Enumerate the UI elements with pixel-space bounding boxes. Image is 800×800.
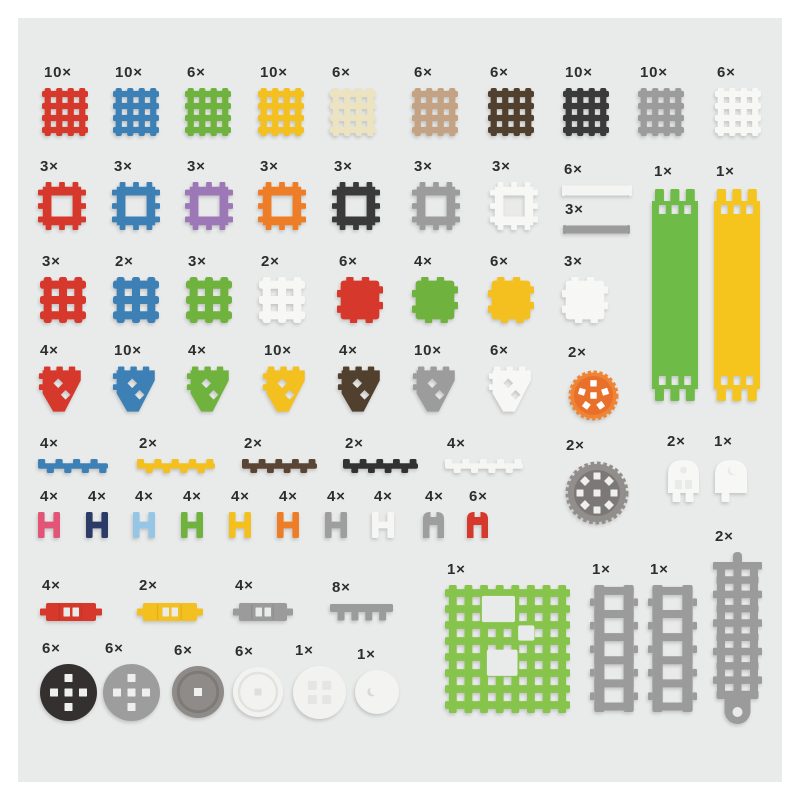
frame-red-icon — [38, 182, 86, 230]
piece-h-yellow — [229, 512, 251, 538]
gear-gray-icon — [564, 461, 630, 525]
piece-wedge-yellow — [262, 366, 308, 414]
dome-one-leg-icon — [712, 457, 749, 507]
piece-wheel-gray — [103, 664, 160, 721]
piece-strip-long-green — [652, 187, 698, 403]
qty-label-wedge-green: 4× — [188, 342, 207, 359]
piece-dome-one-leg — [712, 457, 749, 507]
wheel-black-icon — [40, 664, 97, 721]
qty-label-connector-yellow: 2× — [139, 577, 158, 594]
piece-connector-gray — [233, 601, 293, 623]
frame-blue-icon — [112, 182, 160, 230]
strip-yellow-icon — [137, 459, 215, 473]
wheel-orange-icon — [566, 368, 621, 423]
piece-waffle-brown — [488, 88, 534, 136]
waffle-tan-icon — [412, 88, 458, 136]
piece-h-orange — [277, 512, 299, 538]
piece-waffle-cream — [330, 88, 376, 136]
piece-h-navy — [86, 512, 108, 538]
h-pink-icon — [38, 512, 60, 538]
qty-label-strip-brown: 2× — [244, 435, 263, 452]
piece-wedge-white — [488, 366, 534, 414]
qty-label-wedge-red: 4× — [40, 342, 59, 359]
strip-white-icon — [445, 459, 523, 473]
qty-label-baseplate-green: 1× — [447, 561, 466, 578]
piece-tile-green — [412, 277, 458, 323]
qty-label-frame-black: 3× — [334, 158, 353, 175]
qty-label-hub-white: 6× — [235, 643, 254, 660]
qty-label-connector-gray: 4× — [235, 577, 254, 594]
piece-frame-gray — [412, 182, 460, 230]
wedge-green-icon — [186, 366, 232, 414]
piece-waffle-tan — [412, 88, 458, 136]
h-navy-icon — [86, 512, 108, 538]
piece-waffle-small-red — [40, 277, 86, 323]
waffle-yellow-icon — [258, 88, 304, 136]
qty-label-strip-black: 2× — [345, 435, 364, 452]
qty-label-gear-gray: 2× — [566, 437, 585, 454]
piece-waffle-red — [42, 88, 88, 136]
qty-label-h-gray: 4× — [327, 488, 346, 505]
piece-ladder-track-1 — [590, 585, 638, 712]
h-orange-icon — [277, 512, 299, 538]
qty-label-comb-gray: 8× — [332, 579, 351, 596]
piece-wedge-green — [186, 366, 232, 414]
qty-label-waffle-red: 10× — [44, 64, 72, 81]
piece-waffle-blue — [113, 88, 159, 136]
piece-waffle-gray — [638, 88, 684, 136]
qty-label-tile-white: 3× — [564, 253, 583, 270]
connector-gray-icon — [233, 601, 293, 623]
qty-label-waffle-yellow: 10× — [260, 64, 288, 81]
tile-yellow-icon — [488, 277, 534, 323]
piece-h-lightblue — [133, 512, 155, 538]
wedge-gray-icon — [412, 366, 458, 414]
qty-label-wheel-orange: 2× — [568, 344, 587, 361]
qty-label-strip-long-green: 1× — [654, 163, 673, 180]
wheel-white-mark-icon — [355, 670, 399, 714]
qty-label-dome-one-leg: 1× — [714, 433, 733, 450]
piece-waffle-small-blue — [113, 277, 159, 323]
qty-label-rod-gray: 3× — [565, 201, 584, 218]
qty-label-waffle-black: 10× — [565, 64, 593, 81]
hub-white-icon — [233, 667, 283, 717]
piece-frame-black — [332, 182, 380, 230]
frame-purple-icon — [185, 182, 233, 230]
rod-gray-icon — [563, 225, 630, 234]
qty-label-strip-long-yellow: 1× — [716, 163, 735, 180]
qty-label-hub-dark: 6× — [174, 642, 193, 659]
piece-arch-gray — [423, 512, 444, 538]
strip-black-icon — [343, 459, 418, 473]
qty-label-frame-orange: 3× — [260, 158, 279, 175]
qty-label-strip-yellow: 2× — [139, 435, 158, 452]
waffle-small-white-icon — [259, 277, 305, 323]
qty-label-wedge-gray: 10× — [414, 342, 442, 359]
qty-label-waffle-cream: 6× — [332, 64, 351, 81]
wedge-yellow-icon — [262, 366, 308, 414]
piece-ladder-track-2 — [648, 585, 697, 712]
wedge-blue-icon — [112, 366, 158, 414]
qty-label-tile-green: 4× — [414, 253, 433, 270]
frame-gray-icon — [412, 182, 460, 230]
waffle-small-blue-icon — [113, 277, 159, 323]
baseplate-green-icon — [445, 585, 570, 713]
qty-label-waffle-small-green: 3× — [188, 253, 207, 270]
piece-dome-two-leg — [665, 457, 701, 507]
waffle-green-icon — [185, 88, 231, 136]
ladder-track-2-icon — [648, 585, 697, 712]
qty-label-wheel-gray: 6× — [105, 640, 124, 657]
piece-waffle-yellow — [258, 88, 304, 136]
strip-blue-icon — [38, 459, 108, 473]
qty-label-frame-white: 3× — [492, 158, 511, 175]
h-white-icon — [372, 512, 394, 538]
ladder-track-1-icon — [590, 585, 638, 712]
piece-strip-black — [343, 459, 418, 473]
piece-waffle-black — [563, 88, 609, 136]
rod-white-icon — [562, 185, 632, 196]
qty-label-h-white: 4× — [374, 488, 393, 505]
waffle-blue-icon — [113, 88, 159, 136]
piece-wheel-orange — [566, 368, 621, 423]
frame-black-icon — [332, 182, 380, 230]
piece-h-pink — [38, 512, 60, 538]
qty-label-h-green: 4× — [183, 488, 202, 505]
qty-label-waffle-small-white: 2× — [261, 253, 280, 270]
piece-frame-blue — [112, 182, 160, 230]
piece-strip-white — [445, 459, 523, 473]
qty-label-frame-gray: 3× — [414, 158, 433, 175]
piece-h-white — [372, 512, 394, 538]
qty-label-wheel-black: 6× — [42, 640, 61, 657]
comb-gray-icon — [330, 603, 393, 621]
qty-label-connector-red: 4× — [42, 577, 61, 594]
connector-yellow-icon — [137, 601, 203, 623]
qty-label-wedge-brown: 4× — [339, 342, 358, 359]
piece-wedge-blue — [112, 366, 158, 414]
piece-strip-long-yellow — [714, 187, 760, 403]
piece-waffle-green — [185, 88, 231, 136]
wedge-red-icon — [38, 366, 84, 414]
piece-wedge-gray — [412, 366, 458, 414]
tile-red-icon — [337, 277, 383, 323]
qty-label-frame-purple: 3× — [187, 158, 206, 175]
piece-arch-red — [467, 512, 488, 538]
arch-red-icon — [467, 512, 488, 538]
h-yellow-icon — [229, 512, 251, 538]
piece-frame-white — [490, 182, 538, 230]
dome-two-leg-icon — [665, 457, 701, 507]
piece-track-long — [713, 552, 762, 730]
piece-strip-brown — [242, 459, 317, 473]
waffle-gray-icon — [638, 88, 684, 136]
piece-wheel-white-squares — [293, 666, 346, 719]
waffle-cream-icon — [330, 88, 376, 136]
h-lightblue-icon — [133, 512, 155, 538]
piece-comb-gray — [330, 603, 393, 621]
frame-orange-icon — [258, 182, 306, 230]
waffle-small-green-icon — [186, 277, 232, 323]
piece-strip-yellow — [137, 459, 215, 473]
h-green-icon — [181, 512, 203, 538]
qty-label-waffle-green: 6× — [187, 64, 206, 81]
piece-hub-white — [233, 667, 283, 717]
piece-waffle-small-white — [259, 277, 305, 323]
h-gray-icon — [325, 512, 347, 538]
wedge-white-icon — [488, 366, 534, 414]
qty-label-wedge-blue: 10× — [114, 342, 142, 359]
qty-label-dome-two-leg: 2× — [667, 433, 686, 450]
waffle-black-icon — [563, 88, 609, 136]
connector-red-icon — [40, 601, 102, 623]
qty-label-h-navy: 4× — [88, 488, 107, 505]
piece-rod-white — [562, 185, 632, 196]
piece-waffle-small-green — [186, 277, 232, 323]
qty-label-h-pink: 4× — [40, 488, 59, 505]
qty-label-h-lightblue: 4× — [135, 488, 154, 505]
waffle-brown-icon — [488, 88, 534, 136]
qty-label-h-yellow: 4× — [231, 488, 250, 505]
piece-waffle-white — [715, 88, 761, 136]
qty-label-waffle-gray: 10× — [640, 64, 668, 81]
piece-frame-orange — [258, 182, 306, 230]
piece-wheel-black — [40, 664, 97, 721]
piece-tile-white — [562, 277, 608, 323]
piece-tile-red — [337, 277, 383, 323]
qty-label-tile-red: 6× — [339, 253, 358, 270]
strip-brown-icon — [242, 459, 317, 473]
qty-label-waffle-small-red: 3× — [42, 253, 61, 270]
piece-baseplate-green — [445, 585, 570, 713]
qty-label-wedge-yellow: 10× — [264, 342, 292, 359]
piece-wedge-brown — [337, 366, 383, 414]
qty-label-waffle-tan: 6× — [414, 64, 433, 81]
wheel-white-squares-icon — [293, 666, 346, 719]
tile-white-icon — [562, 277, 608, 323]
qty-label-waffle-blue: 10× — [115, 64, 143, 81]
qty-label-tile-yellow: 6× — [490, 253, 509, 270]
tile-green-icon — [412, 277, 458, 323]
piece-frame-purple — [185, 182, 233, 230]
piece-h-green — [181, 512, 203, 538]
piece-hub-dark — [172, 666, 224, 718]
waffle-small-red-icon — [40, 277, 86, 323]
qty-label-wheel-white-squares: 1× — [295, 642, 314, 659]
qty-label-waffle-small-blue: 2× — [115, 253, 134, 270]
track-long-icon — [713, 552, 762, 730]
piece-gear-gray — [564, 461, 630, 525]
piece-connector-yellow — [137, 601, 203, 623]
strip-long-green-icon — [652, 187, 698, 403]
strip-long-yellow-icon — [714, 187, 760, 403]
qty-label-wheel-white-mark: 1× — [357, 646, 376, 663]
piece-connector-red — [40, 601, 102, 623]
qty-label-track-long: 2× — [715, 528, 734, 545]
qty-label-strip-blue: 4× — [40, 435, 59, 452]
wheel-gray-icon — [103, 664, 160, 721]
piece-frame-red — [38, 182, 86, 230]
piece-wedge-red — [38, 366, 84, 414]
qty-label-wedge-white: 6× — [490, 342, 509, 359]
frame-white-icon — [490, 182, 538, 230]
qty-label-rod-white: 6× — [564, 161, 583, 178]
waffle-red-icon — [42, 88, 88, 136]
arch-gray-icon — [423, 512, 444, 538]
qty-label-strip-white: 4× — [447, 435, 466, 452]
qty-label-h-orange: 4× — [279, 488, 298, 505]
hub-dark-icon — [172, 666, 224, 718]
qty-label-waffle-white: 6× — [717, 64, 736, 81]
qty-label-arch-gray: 4× — [425, 488, 444, 505]
wedge-brown-icon — [337, 366, 383, 414]
waffle-white-icon — [715, 88, 761, 136]
qty-label-frame-red: 3× — [40, 158, 59, 175]
qty-label-frame-blue: 3× — [114, 158, 133, 175]
piece-wheel-white-mark — [355, 670, 399, 714]
piece-tile-yellow — [488, 277, 534, 323]
piece-strip-blue — [38, 459, 108, 473]
piece-h-gray — [325, 512, 347, 538]
qty-label-waffle-brown: 6× — [490, 64, 509, 81]
piece-rod-gray — [563, 225, 630, 234]
qty-label-arch-red: 6× — [469, 488, 488, 505]
qty-label-ladder-track-2: 1× — [650, 561, 669, 578]
qty-label-ladder-track-1: 1× — [592, 561, 611, 578]
